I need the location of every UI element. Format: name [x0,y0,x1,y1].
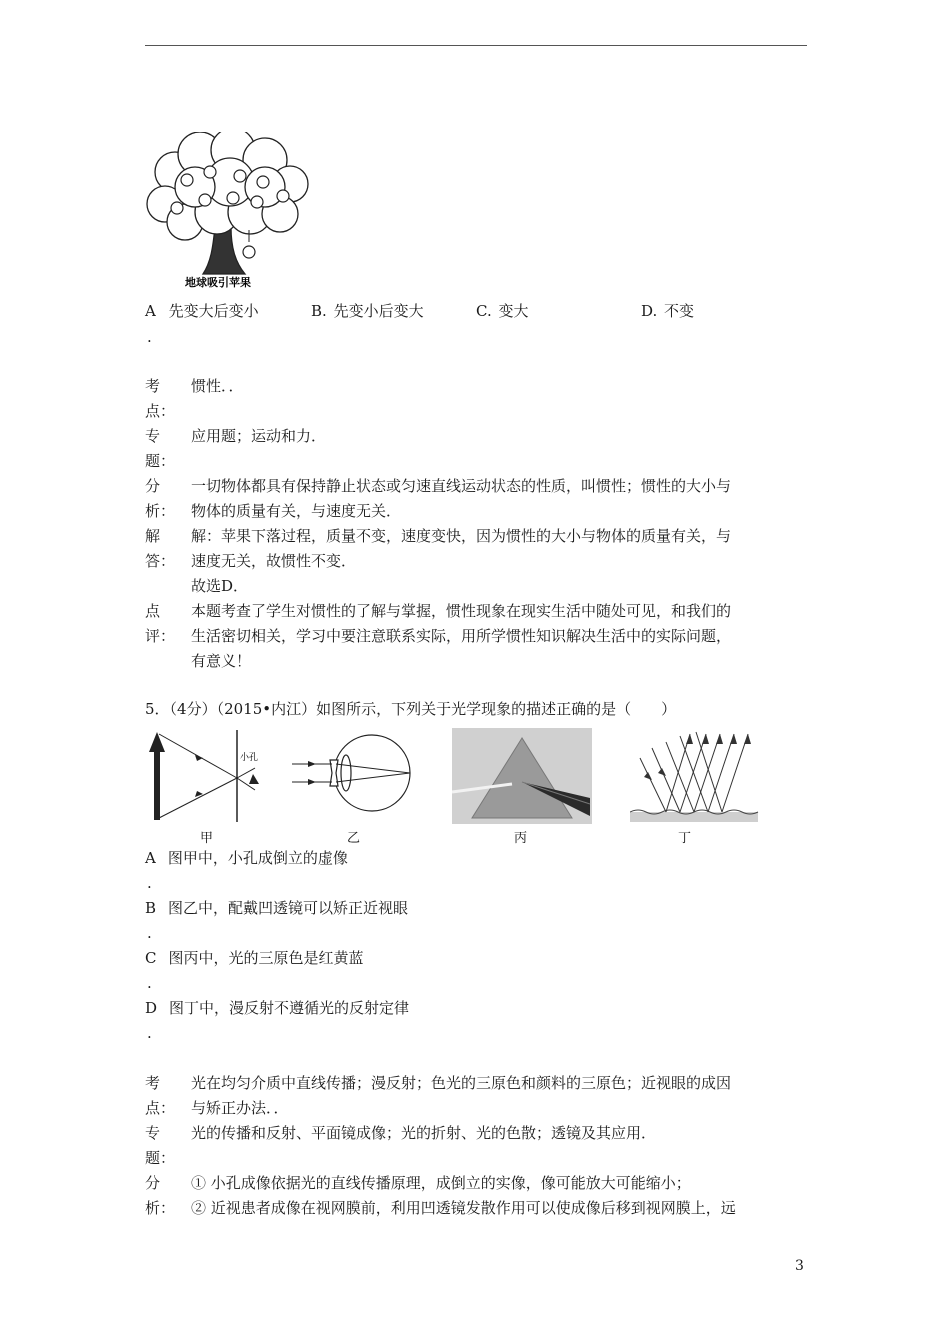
q4-label-kaodian: 考 点： [145,377,176,420]
q4-label-dianping: 点 评： [145,602,176,645]
figure-ding-diffuse [630,728,760,824]
q4-zhuanti: 应用题；运动和力． [191,427,327,445]
pinhole-label: 小孔 [240,753,259,763]
q5-option-c: C 图丙中，光的三原色是红黄蓝 [145,949,364,967]
q5-option-d-dot: . [147,1024,152,1042]
figure-bing-prism [452,728,592,824]
q4-option-a: A 先变大后变小 [145,302,259,320]
q5-option-d: D 图丁中，漫反射不遵循光的反射定律 [145,999,410,1017]
figure-label-yi: 乙 [347,831,361,846]
q5-zhuanti: 光的传播和反射、平面镜成像；光的折射、光的色散；透镜及其应用． [191,1124,657,1142]
q5-option-c-dot: . [147,974,152,992]
q4-option-dot: . [147,328,152,346]
q5-stem: 5．（4分）（2015•内江）如图所示，下列关于光学现象的描述正确的是（ ） [145,700,677,718]
q5-fenxi: ① 小孔成像依据光的直线传播原理，成倒立的实像，像可能放大可能缩小； ② 近视患者成像在视网膜前，利用凹透镜发散作用可以使成像后移到视网膜上，远 [191,1174,736,1217]
q4-label-zhuanti: 专 题： [145,427,176,470]
q5-option-a: A 图甲中，小孔成倒立的虚像 [145,849,348,867]
q5-option-b: B 图乙中，配戴凹透镜可以矫正近视眼 [145,899,409,917]
figure-label-bing: 丙 [514,831,528,846]
figure-jia-pinhole [145,728,265,824]
page-number: 3 [795,1258,804,1274]
q5-kaodian: 光在均匀介质中直线传播；漫反射；色光的三原色和颜料的三原色；近视眼的成因 与矫正办法．． [191,1074,732,1117]
apple-tree-figure [145,132,313,292]
tree-caption: 地球吸引苹果 [185,276,251,289]
q4-label-fenxi: 分 析： [145,477,176,520]
header-rule [145,45,807,46]
q4-option-c: C. 变大 [476,302,529,320]
q4-fenxi: 一切物体都具有保持静止状态或匀速直线运动状态的性质，叫惯性；惯性的大小与 物体的质量有关，与速度无关． [191,477,732,520]
q4-jieda: 解：苹果下落过程，质量不变，速度变快，因为惯性的大小与物体的质量有关，与 速度无关，故惯性不变． 故选D． [191,527,732,595]
q4-option-d: D. 不变 [641,302,695,320]
q5-label-kaodian: 考 点： [145,1074,176,1117]
q5-option-b-dot: . [147,924,152,942]
figure-yi-myopia-lens [290,728,415,824]
figure-label-jia: 甲 [200,831,214,846]
q4-kaodian: 惯性．． [191,377,244,395]
q4-dianping: 本题考查了学生对惯性的了解与掌握，惯性现象在现实生活中随处可见，和我们的 生活密切相关，学习中要注意联系实际，用所学惯性知识解决生活中的实际问题， 有意义！ [191,602,732,670]
q5-label-fenxi: 分 析： [145,1174,176,1217]
q4-option-b: B. 先变小后变大 [311,302,424,320]
q5-option-a-dot: . [147,874,152,892]
figure-label-ding: 丁 [678,831,692,846]
q5-label-zhuanti: 专 题： [145,1124,176,1167]
q4-label-jieda: 解 答： [145,527,176,570]
